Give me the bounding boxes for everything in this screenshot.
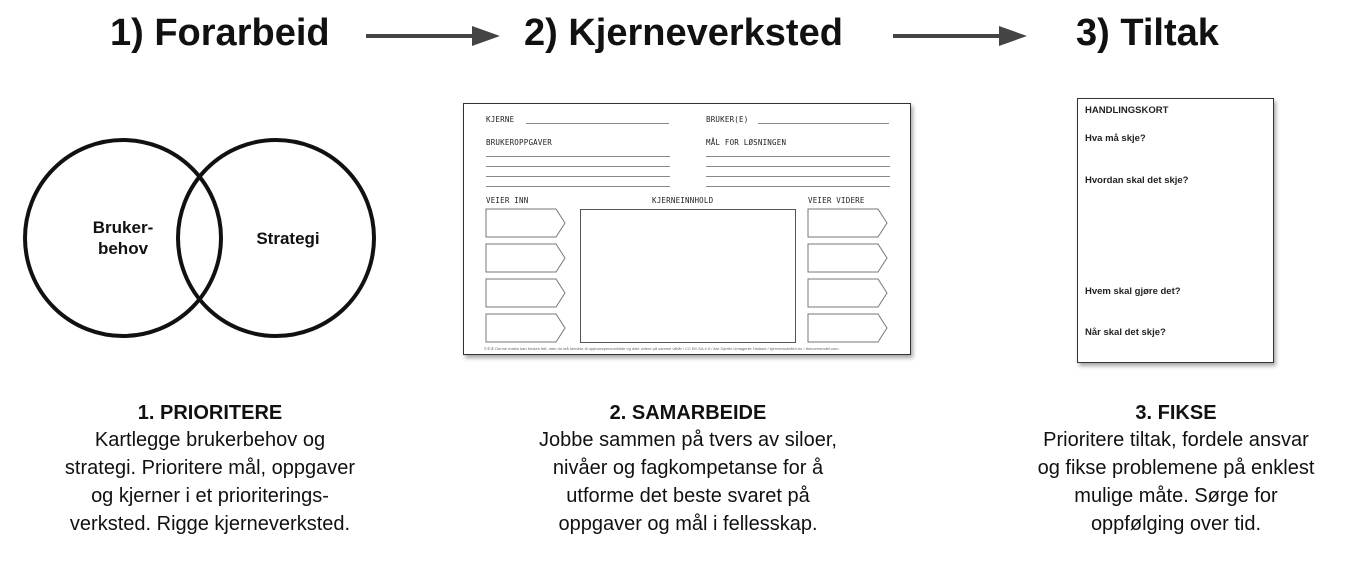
worksheet-label-brukeroppgaver: BRUKEROPPGAVER [486, 138, 553, 147]
caption-line: mulige måte. Sørge for [1074, 485, 1278, 507]
worksheet-label-veier-videre: VEIER VIDERE [808, 196, 865, 205]
worksheet-veier-videre-arrows [807, 208, 891, 344]
arrow-icon [893, 24, 1027, 48]
caption-line: oppgaver og mål i fellesskap. [558, 513, 818, 535]
caption-samarbeide [490, 400, 886, 538]
worksheet-label-brukere: BRUKER(E) [706, 115, 749, 124]
card-question-hvem: Hvem skal gjøre det? [1085, 286, 1181, 297]
caption-line: og kjerner i et prioriterings- [91, 485, 329, 507]
venn-label-strategi: Strategi [256, 229, 320, 248]
caption-line: verksted. Rigge kjerneverksted. [69, 513, 351, 535]
caption-line: Jobbe sammen på tvers av siloer, [539, 429, 837, 451]
card-title: HANDLINGSKORT [1085, 105, 1169, 116]
arrow-icon [366, 24, 500, 48]
venn-diagram [15, 130, 405, 350]
caption-title: 2. SAMARBEIDE [609, 402, 767, 424]
stage-title-forarbeid: 1) Forarbeid [110, 12, 330, 54]
kjerneverksted-worksheet [463, 103, 911, 355]
worksheet-label-kjerne: KJERNE [486, 115, 515, 124]
card-question-nar: Når skal det skje? [1085, 327, 1166, 338]
caption-prioritere [20, 400, 400, 538]
worksheet-label-mal: MÅL FOR LØSNINGEN [706, 138, 787, 147]
card-question-hva: Hva må skje? [1085, 133, 1146, 144]
stage-title-tiltak: 3) Tiltak [1076, 12, 1219, 54]
worksheet-label-veier-inn: VEIER INN [486, 196, 529, 205]
caption-line: Prioritere tiltak, fordele ansvar [1043, 429, 1309, 451]
caption-line: utforme det beste svaret på [566, 485, 810, 507]
caption-title: 3. FIKSE [1135, 402, 1217, 424]
caption-line: nivåer og fagkompetanse for å [552, 457, 824, 479]
caption-line: og fikse problemene på enklest [1037, 457, 1315, 479]
worksheet-label-kjerneinnhold: KJERNEINNHOLD [652, 196, 714, 205]
venn-label-brukerbehov: Bruker- behov [92, 218, 154, 258]
stage-title-kjerneverksted: 2) Kjerneverksted [524, 12, 843, 54]
caption-line: oppfølging over tid. [1090, 513, 1262, 535]
caption-line: strategi. Prioritere mål, oppgaver [64, 457, 356, 479]
caption-title: 1. PRIORITERE [137, 402, 283, 424]
caption-fikse [985, 400, 1357, 538]
worksheet-footer: ©①③ Denne malen kan brukes fritt, men du må henvise til opphavsperson/kilde og dele videre på samme vilkår / CC BY-SA 4.0 / Are Gjertin Umagenie Halland / kjernemodellen.no / thecoremodel.com [484, 346, 839, 351]
caption-line: Kartlegge brukerbehov og [94, 429, 326, 451]
handlingskort-card [1077, 98, 1274, 363]
card-question-hvordan: Hvordan skal det skje? [1085, 175, 1189, 186]
worksheet-kjerneinnhold-box [580, 209, 796, 343]
worksheet-veier-inn-arrows [485, 208, 569, 344]
